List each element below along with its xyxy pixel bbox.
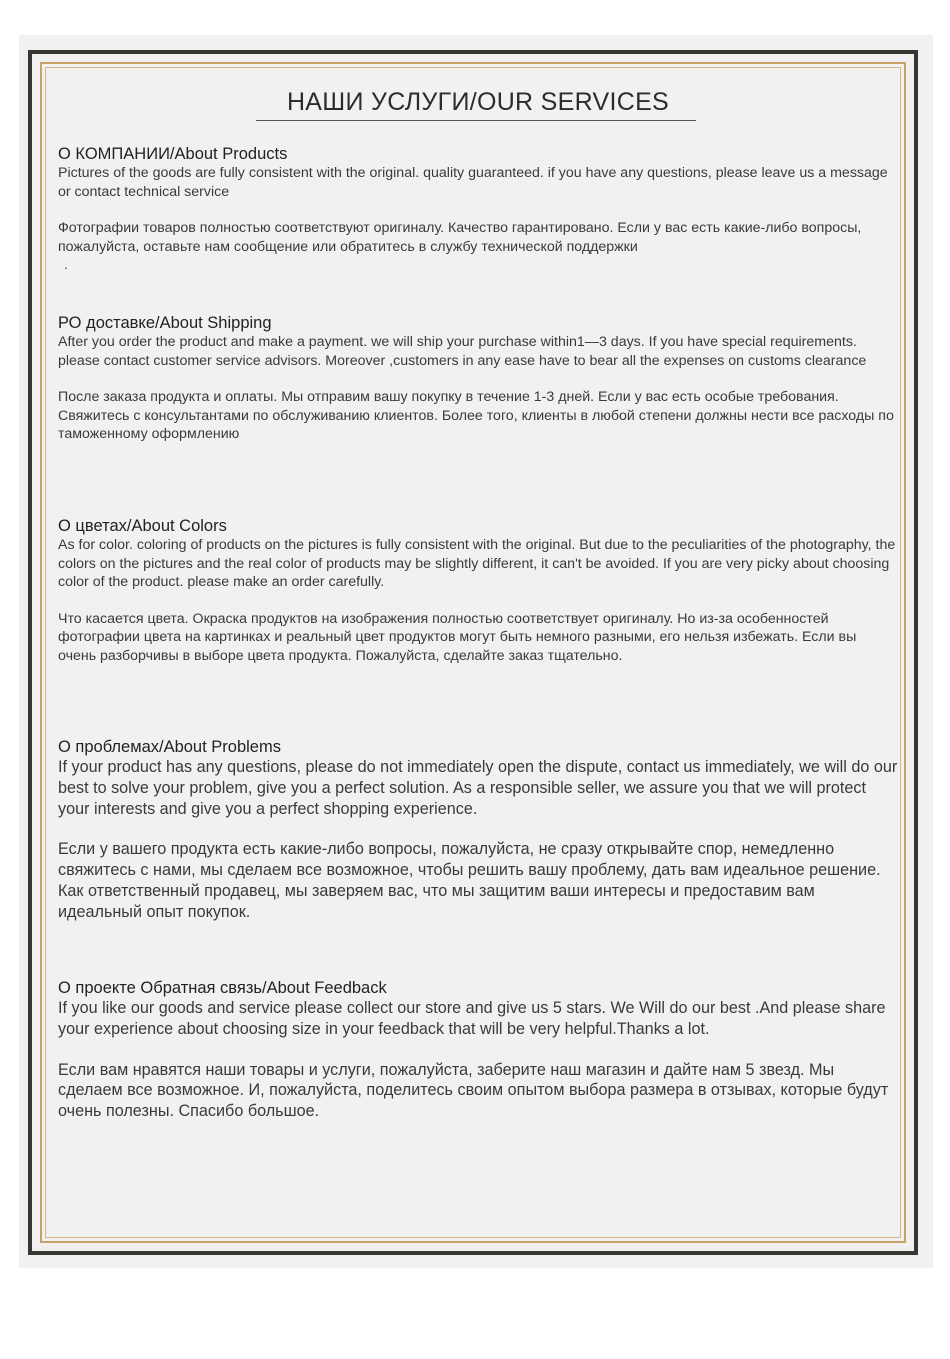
section-text-en: If your product has any questions, please do not immediately open the dispute, contact us immediately, we will do our best to solve your problem, give you a perfect solution. As a responsible seller, we assure you that we will protect your interests and give you a perfect shopping experience. <box>58 758 898 818</box>
section-heading: РО доставке/About Shipping <box>58 314 272 332</box>
title-underline <box>256 120 696 121</box>
section-text-ru: Что касается цвета. Окраска продуктов на изображения полностью соответствует оригиналу. Но из-за особенностей фотографии цвета на картинках и реальный цвет продуктов могут быть немного разными, его нельзя избежать. Если вы очень разборчивы в выборе цвета продукта. Пожалуйста, сделайте заказ тщательно. <box>58 610 857 664</box>
section-about-problems <box>58 737 898 923</box>
section-heading: О проекте Обратная связь/About Feedback <box>58 979 387 997</box>
section-text-ru: Если вам нравятся наши товары и услуги, пожалуйста, заберите наш магазин и дайте нам 5 звезд. Мы сделаем все возможное. И, пожалуйста, поделитесь своим опытом выбора размера в отзывах, которые будут очень полезны. Спасибо большое. <box>58 1060 889 1121</box>
section-about-products <box>58 144 898 272</box>
section-text-ru: Фотографии товаров полностью соответствуют оригиналу. Качество гарантировано. Если у вас есть какие-либо вопросы, пожалуйста, оставьте нам сообщение или обратитесь в службу технической поддержки <box>58 220 862 255</box>
section-heading: О проблемах/About Problems <box>58 738 281 756</box>
section-text-ru: Если у вашего продукта есть какие-либо вопросы, пожалуйста, не сразу открывайте спор, немедленно свяжитесь с нами, мы сделаем все возможное, чтобы решить вашу проблему, дать вам идеальное решение. Как ответственный продавец, мы заверяем вас, что мы защитим ваши интересы и предоставим вам идеальный опыт покупок. <box>58 840 881 921</box>
section-about-colors <box>58 516 898 666</box>
section-about-shipping <box>58 313 898 444</box>
page-title: НАШИ УСЛУГИ/OUR SERVICES <box>286 88 670 116</box>
section-heading: О КОМПАНИИ/About Products <box>58 145 288 163</box>
stray-dot: . <box>64 256 68 273</box>
section-heading: О цветах/About Colors <box>58 517 227 535</box>
section-text-en: Pictures of the goods are fully consistent with the original. quality guaranteed. if you have any questions, please leave us a message or contact technical service <box>58 165 888 200</box>
section-about-feedback <box>58 978 898 1122</box>
section-text-ru: После заказа продукта и оплаты. Мы отправим вашу покупку в течение 1-3 дней. Если у вас есть особые требования. Свяжитесь с консультантами по обслуживанию клиентов. Более того, клиенты в любой степени должны нести все расходы по таможенному оформлению <box>58 389 894 443</box>
section-text-en: As for color. coloring of products on the pictures is fully consistent with the original. But due to the peculiarities of the photography, the colors on the pictures and the real color of products may be slightly different, it can't be avoided. If you are very picky about choosing color of the product. please make an order carefully. <box>58 537 896 591</box>
section-text-en: If you like our goods and service please collect our store and give us 5 stars. We Will do our best .And please share your experience about choosing size in your feedback that will be very helpful.Thanks a lot. <box>58 999 886 1038</box>
section-text-en: After you order the product and make a payment. we will ship your purchase within1—3 days. If you have special requirements. please contact customer service advisors. Moreover ,customers in any ease have to bear all the expenses on customs clearance <box>58 334 867 369</box>
